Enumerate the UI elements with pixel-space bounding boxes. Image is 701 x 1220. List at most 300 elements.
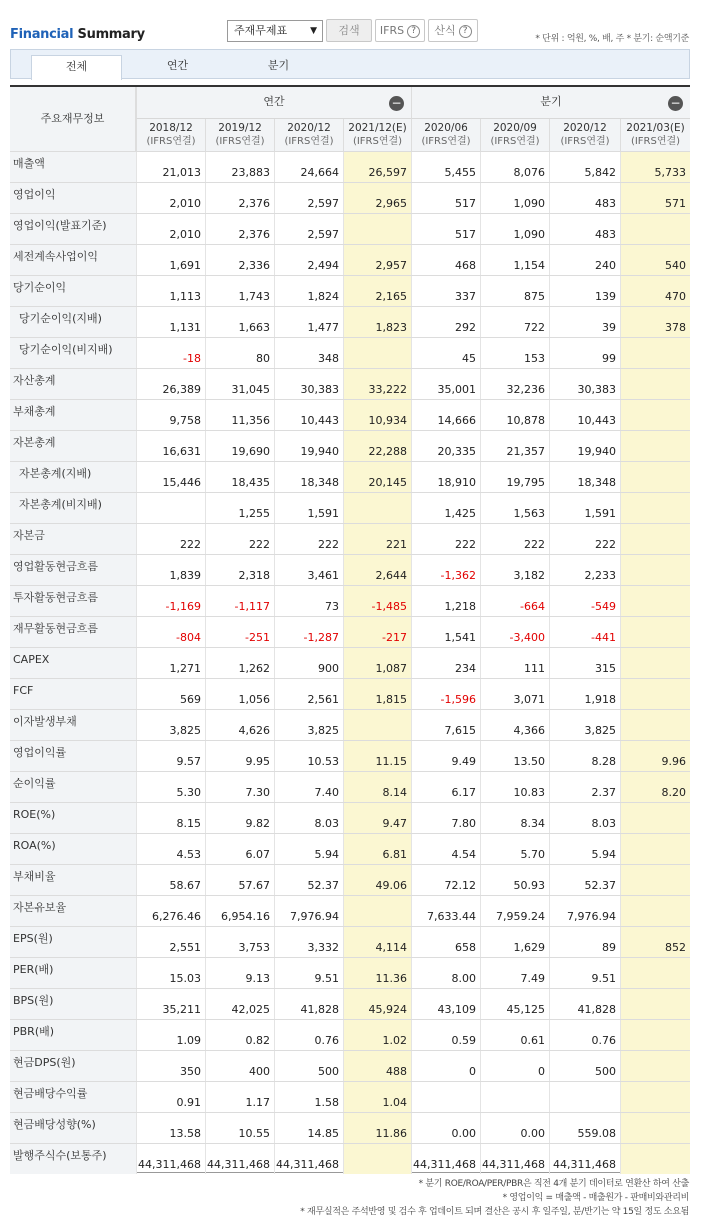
table-cell: 8.03 [549, 803, 620, 833]
tab-annual[interactable]: 연간 [166, 59, 189, 72]
footnote-ratio-annualized: * 분기 ROE/ROA/PER/PBR은 직전 4개 분기 데이터로 연환산 하여 산출 [418, 1179, 689, 1189]
table-cell: 8.00 [411, 958, 480, 988]
table-cell: -1,485 [343, 586, 411, 616]
table-row [10, 833, 690, 864]
table-cell: -1,362 [411, 555, 480, 585]
table-cell: 1,113 [136, 276, 205, 306]
table-cell: 20,145 [343, 462, 411, 492]
table-cell: 1.09 [136, 1020, 205, 1050]
table-cell [620, 462, 690, 492]
table-cell: 1,824 [274, 276, 343, 306]
column-basis: (IFRS연결) [284, 136, 334, 147]
table-row [10, 523, 690, 554]
column-basis: (IFRS연결) [490, 136, 540, 147]
table-cell: 11.36 [343, 958, 411, 988]
row-label: 부채비율 [10, 865, 136, 895]
chevron-down-icon: ▼ [310, 26, 317, 36]
table-cell: -1,169 [136, 586, 205, 616]
row-label: 자본총계(지배) [10, 462, 136, 492]
table-cell: 18,348 [549, 462, 620, 492]
table-cell [480, 1082, 549, 1112]
table-cell: -804 [136, 617, 205, 647]
table-cell: 1,131 [136, 307, 205, 337]
table-row [10, 1081, 690, 1112]
table-cell: 1,663 [205, 307, 274, 337]
table-row [10, 647, 690, 678]
table-cell: 1,691 [136, 245, 205, 275]
table-cell: 500 [274, 1051, 343, 1081]
table-cell: 2,336 [205, 245, 274, 275]
table-cell: 1,477 [274, 307, 343, 337]
table-cell: 1,271 [136, 648, 205, 678]
table-cell: 222 [549, 524, 620, 554]
table-cell: 7,633.44 [411, 896, 480, 926]
table-cell: 58.67 [136, 865, 205, 895]
table-cell: -18 [136, 338, 205, 368]
brand-title-part1: Financial [10, 27, 74, 42]
ifrs-label: IFRS [379, 24, 405, 37]
table-row [10, 182, 690, 213]
footnote-operating-profit: * 영업이익 = 매출액 - 매출원가 - 판매비와관리비 [502, 1193, 689, 1203]
table-cell: 9.51 [274, 958, 343, 988]
table-cell: 4,114 [343, 927, 411, 957]
table-cell: 89 [549, 927, 620, 957]
table-cell: 500 [549, 1051, 620, 1081]
column-basis: (IFRS연결) [215, 136, 265, 147]
table-row [10, 957, 690, 988]
table-row [10, 740, 690, 771]
table-row [10, 399, 690, 430]
column-basis: (IFRS연결) [146, 136, 196, 147]
column-header [136, 119, 205, 151]
table-cell: 483 [549, 183, 620, 213]
table-cell: 1,563 [480, 493, 549, 523]
table-cell: 0.61 [480, 1020, 549, 1050]
table-cell [620, 586, 690, 616]
table-cell: 2,957 [343, 245, 411, 275]
table-cell: 50.93 [480, 865, 549, 895]
table-cell [620, 369, 690, 399]
column-header [205, 119, 274, 151]
table-cell: 14,666 [411, 400, 480, 430]
table-cell: -549 [549, 586, 620, 616]
row-label: 영업이익 [10, 183, 136, 213]
table-cell: 2,318 [205, 555, 274, 585]
row-label: 자본유보율 [10, 896, 136, 926]
table-cell: 1,591 [274, 493, 343, 523]
table-row [10, 244, 690, 275]
table-cell: 52.37 [549, 865, 620, 895]
table-cell: 21,357 [480, 431, 549, 461]
table-cell: 44,311,468 [480, 1144, 549, 1174]
table-cell: 1,425 [411, 493, 480, 523]
table-cell: 571 [620, 183, 690, 213]
table-cell [620, 803, 690, 833]
row-label: 투자활동현금흐름 [10, 586, 136, 616]
table-cell: 2,597 [274, 214, 343, 244]
table-cell: 18,435 [205, 462, 274, 492]
table-cell: 21,013 [136, 152, 205, 182]
table-cell: 222 [136, 524, 205, 554]
table-cell: 240 [549, 245, 620, 275]
table-row [10, 368, 690, 399]
table-cell: 30,383 [274, 369, 343, 399]
table-cell: 10,878 [480, 400, 549, 430]
table-cell: 45,924 [343, 989, 411, 1019]
table-cell: 2,233 [549, 555, 620, 585]
question-icon: ? [407, 25, 420, 38]
formula-label: 산식 [434, 24, 456, 37]
table-cell: 0.76 [549, 1020, 620, 1050]
table-cell: 3,753 [205, 927, 274, 957]
row-label: 세전계속사업이익 [10, 245, 136, 275]
table-cell: 9.49 [411, 741, 480, 771]
table-cell: 517 [411, 183, 480, 213]
table-cell: 4,626 [205, 710, 274, 740]
column-basis: (IFRS연결) [421, 136, 471, 147]
table-cell: 73 [274, 586, 343, 616]
table-row [10, 771, 690, 802]
table-cell: 0.00 [480, 1113, 549, 1143]
table-cell: 1,154 [480, 245, 549, 275]
table-cell: 32,236 [480, 369, 549, 399]
table-cell: 10.55 [205, 1113, 274, 1143]
unit-note: * 단위 : 억원, %, 배, 주 * 분기: 순액기준 [535, 34, 689, 44]
annual-group-label: 연간 [263, 95, 285, 108]
table-cell: 5,455 [411, 152, 480, 182]
table-cell: 41,828 [274, 989, 343, 1019]
table-cell: 1.58 [274, 1082, 343, 1112]
row-label: 자본총계(비지배) [10, 493, 136, 523]
table-cell [549, 1082, 620, 1112]
table-cell: 222 [205, 524, 274, 554]
table-cell: 9.82 [205, 803, 274, 833]
table-cell: 44,311,468 [274, 1144, 343, 1174]
table-cell: 45 [411, 338, 480, 368]
table-cell [620, 524, 690, 554]
row-label: 현금배당성향(%) [10, 1113, 136, 1143]
collapse-annual-icon[interactable]: − [389, 96, 404, 111]
row-label: CAPEX [10, 648, 136, 678]
row-label: ROE(%) [10, 803, 136, 833]
table-cell: 1,918 [549, 679, 620, 709]
table-cell: 1,255 [205, 493, 274, 523]
table-cell [620, 989, 690, 1019]
table-cell: 7,976.94 [274, 896, 343, 926]
table-row [10, 1050, 690, 1081]
table-cell: 45,125 [480, 989, 549, 1019]
row-label: ROA(%) [10, 834, 136, 864]
table-cell: 7.49 [480, 958, 549, 988]
period-tabs [10, 49, 690, 79]
row-label: EPS(원) [10, 927, 136, 957]
table-cell: 1,218 [411, 586, 480, 616]
table-cell: -1,596 [411, 679, 480, 709]
row-label: 발행주식수(보통주) [10, 1144, 136, 1174]
table-cell: 19,795 [480, 462, 549, 492]
table-cell: 7,615 [411, 710, 480, 740]
table-cell: 7.40 [274, 772, 343, 802]
table-cell: 19,690 [205, 431, 274, 461]
row-label: 영업활동현금흐름 [10, 555, 136, 585]
row-label: 자본총계 [10, 431, 136, 461]
row-label: 현금배당수익률 [10, 1082, 136, 1112]
table-cell: 35,001 [411, 369, 480, 399]
brand-title [10, 27, 145, 42]
table-cell: 1,087 [343, 648, 411, 678]
search-button[interactable]: 검색 [326, 19, 372, 42]
row-label: 매출액 [10, 152, 136, 182]
table-cell: 0.91 [136, 1082, 205, 1112]
table-cell: -1,287 [274, 617, 343, 647]
column-period: 2020/06 [424, 122, 468, 134]
table-cell [620, 493, 690, 523]
table-cell: 3,825 [549, 710, 620, 740]
table-cell: 39 [549, 307, 620, 337]
table-cell: 9.57 [136, 741, 205, 771]
table-cell: 43,109 [411, 989, 480, 1019]
table-cell [620, 958, 690, 988]
table-cell [620, 338, 690, 368]
column-period: 2021/12(E) [348, 122, 407, 134]
table-cell: 6.81 [343, 834, 411, 864]
table-cell [343, 1144, 411, 1174]
table-row [10, 895, 690, 926]
quarter-group-header [411, 87, 690, 119]
table-cell: 2,376 [205, 183, 274, 213]
table-cell: 3,332 [274, 927, 343, 957]
collapse-quarter-icon[interactable]: − [668, 96, 683, 111]
column-header [549, 119, 620, 151]
table-row [10, 306, 690, 337]
table-cell: 5.30 [136, 772, 205, 802]
table-cell: 1,056 [205, 679, 274, 709]
table-cell: -1,117 [205, 586, 274, 616]
table-cell: 23,883 [205, 152, 274, 182]
table-cell: 337 [411, 276, 480, 306]
row-label: BPS(원) [10, 989, 136, 1019]
row-label: PER(배) [10, 958, 136, 988]
table-cell: 1.04 [343, 1082, 411, 1112]
table-cell: 1,541 [411, 617, 480, 647]
row-label: 순이익률 [10, 772, 136, 802]
table-cell: 11,356 [205, 400, 274, 430]
table-cell: 57.67 [205, 865, 274, 895]
table-cell: 8.15 [136, 803, 205, 833]
table-cell: 6,954.16 [205, 896, 274, 926]
table-cell: 72.12 [411, 865, 480, 895]
table-cell: 1,090 [480, 183, 549, 213]
table-cell: 19,940 [549, 431, 620, 461]
table-cell: 292 [411, 307, 480, 337]
table-cell: 19,940 [274, 431, 343, 461]
table-row [10, 430, 690, 461]
table-row [10, 554, 690, 585]
table-cell: 2,010 [136, 214, 205, 244]
table-cell: 6.17 [411, 772, 480, 802]
table-cell: 900 [274, 648, 343, 678]
table-cell [620, 865, 690, 895]
table-cell: 1.02 [343, 1020, 411, 1050]
table-cell: -3,400 [480, 617, 549, 647]
table-cell: 875 [480, 276, 549, 306]
table-cell: 41,828 [549, 989, 620, 1019]
table-cell: 10.83 [480, 772, 549, 802]
tab-all[interactable]: 전체 [31, 55, 122, 80]
table-cell: 7.30 [205, 772, 274, 802]
table-cell: 2,644 [343, 555, 411, 585]
table-row [10, 709, 690, 740]
table-cell: 1,629 [480, 927, 549, 957]
row-label: 자본금 [10, 524, 136, 554]
table-cell: 15,446 [136, 462, 205, 492]
table-cell [620, 710, 690, 740]
table-cell: 378 [620, 307, 690, 337]
ifrs-help-button[interactable] [375, 19, 425, 42]
table-cell: 7,976.94 [549, 896, 620, 926]
table-cell: 722 [480, 307, 549, 337]
column-header [480, 119, 549, 151]
table-cell: 9,758 [136, 400, 205, 430]
formula-help-button[interactable] [428, 19, 478, 42]
table-corner-header: 주요재무정보 [10, 87, 136, 151]
table-cell: 5.94 [549, 834, 620, 864]
footnote-update-schedule: * 재무실적은 주석반영 및 검수 후 업데이트 되며 결산은 공시 후 일주일, 분/반기는 약 15일 정도 소요됨 [300, 1207, 689, 1217]
table-cell: -441 [549, 617, 620, 647]
table-cell: 20,335 [411, 431, 480, 461]
table-cell: 2,965 [343, 183, 411, 213]
table-cell: 4.54 [411, 834, 480, 864]
table-cell: 222 [480, 524, 549, 554]
table-cell [620, 214, 690, 244]
table-cell: 2,494 [274, 245, 343, 275]
table-cell [620, 679, 690, 709]
table-cell: -664 [480, 586, 549, 616]
table-cell: 11.86 [343, 1113, 411, 1143]
table-row [10, 926, 690, 957]
table-cell: 1,823 [343, 307, 411, 337]
column-period: 2020/12 [563, 122, 607, 134]
row-label: 부채총계 [10, 400, 136, 430]
table-cell: 468 [411, 245, 480, 275]
table-cell: 9.13 [205, 958, 274, 988]
table-cell [620, 555, 690, 585]
table-cell: 42,025 [205, 989, 274, 1019]
table-cell [620, 400, 690, 430]
table-cell: 3,071 [480, 679, 549, 709]
table-cell: 13.58 [136, 1113, 205, 1143]
table-cell: 9.95 [205, 741, 274, 771]
quarter-group-label: 분기 [540, 95, 562, 108]
question-icon: ? [459, 25, 472, 38]
table-cell: 4.53 [136, 834, 205, 864]
column-header [620, 119, 690, 151]
table-cell: 3,182 [480, 555, 549, 585]
table-cell [343, 710, 411, 740]
table-cell: 44,311,468 [205, 1144, 274, 1174]
table-cell [620, 431, 690, 461]
table-cell: -217 [343, 617, 411, 647]
column-period: 2021/03(E) [626, 122, 685, 134]
table-cell: 5,733 [620, 152, 690, 182]
table-cell: 2,165 [343, 276, 411, 306]
table-row [10, 492, 690, 523]
table-cell: 10.53 [274, 741, 343, 771]
table-cell: 350 [136, 1051, 205, 1081]
table-row [10, 461, 690, 492]
table-cell: 2,376 [205, 214, 274, 244]
table-cell: 5.70 [480, 834, 549, 864]
tab-quarter[interactable]: 분기 [267, 59, 290, 72]
table-cell: 0.82 [205, 1020, 274, 1050]
table-cell: 569 [136, 679, 205, 709]
table-cell [620, 1020, 690, 1050]
table-cell: 0 [411, 1051, 480, 1081]
table-cell: 26,597 [343, 152, 411, 182]
table-cell: 139 [549, 276, 620, 306]
table-cell: 44,311,468 [136, 1144, 205, 1174]
column-period: 2020/12 [287, 122, 331, 134]
table-cell: 10,443 [549, 400, 620, 430]
table-cell: 4,366 [480, 710, 549, 740]
table-cell: 559.08 [549, 1113, 620, 1143]
table-cell: 1.17 [205, 1082, 274, 1112]
table-cell: 8,076 [480, 152, 549, 182]
statement-type-value: 주재무제표 [234, 24, 288, 37]
table-cell [343, 493, 411, 523]
table-cell: 44,311,468 [411, 1144, 480, 1174]
table-cell: 517 [411, 214, 480, 244]
table-cell [620, 896, 690, 926]
table-cell: 222 [411, 524, 480, 554]
row-label: 자산총계 [10, 369, 136, 399]
table-cell: 52.37 [274, 865, 343, 895]
table-cell: 2,597 [274, 183, 343, 213]
row-label: 현금DPS(원) [10, 1051, 136, 1081]
table-cell: 0 [480, 1051, 549, 1081]
table-cell: 14.85 [274, 1113, 343, 1143]
table-cell: 3,825 [274, 710, 343, 740]
table-cell: 11.15 [343, 741, 411, 771]
table-cell: 1,090 [480, 214, 549, 244]
table-cell: 1,743 [205, 276, 274, 306]
table-cell: 8.14 [343, 772, 411, 802]
table-row [10, 1143, 690, 1174]
statement-type-select[interactable] [227, 20, 323, 42]
table-row [10, 864, 690, 895]
table-row [10, 337, 690, 368]
table-cell: 483 [549, 214, 620, 244]
table-cell: 10,443 [274, 400, 343, 430]
table-cell [620, 648, 690, 678]
table-row [10, 151, 690, 182]
table-cell: 24,664 [274, 152, 343, 182]
table-cell: 16,631 [136, 431, 205, 461]
table-cell: 153 [480, 338, 549, 368]
table-cell: 8.03 [274, 803, 343, 833]
table-cell: 0.59 [411, 1020, 480, 1050]
row-label: 당기순이익(지배) [10, 307, 136, 337]
annual-group-header [136, 87, 411, 119]
table-cell: 99 [549, 338, 620, 368]
table-cell: 1,591 [549, 493, 620, 523]
table-cell: 8.34 [480, 803, 549, 833]
table-cell [620, 834, 690, 864]
table-cell: 234 [411, 648, 480, 678]
table-cell: 9.96 [620, 741, 690, 771]
table-cell: 315 [549, 648, 620, 678]
table-cell: 13.50 [480, 741, 549, 771]
